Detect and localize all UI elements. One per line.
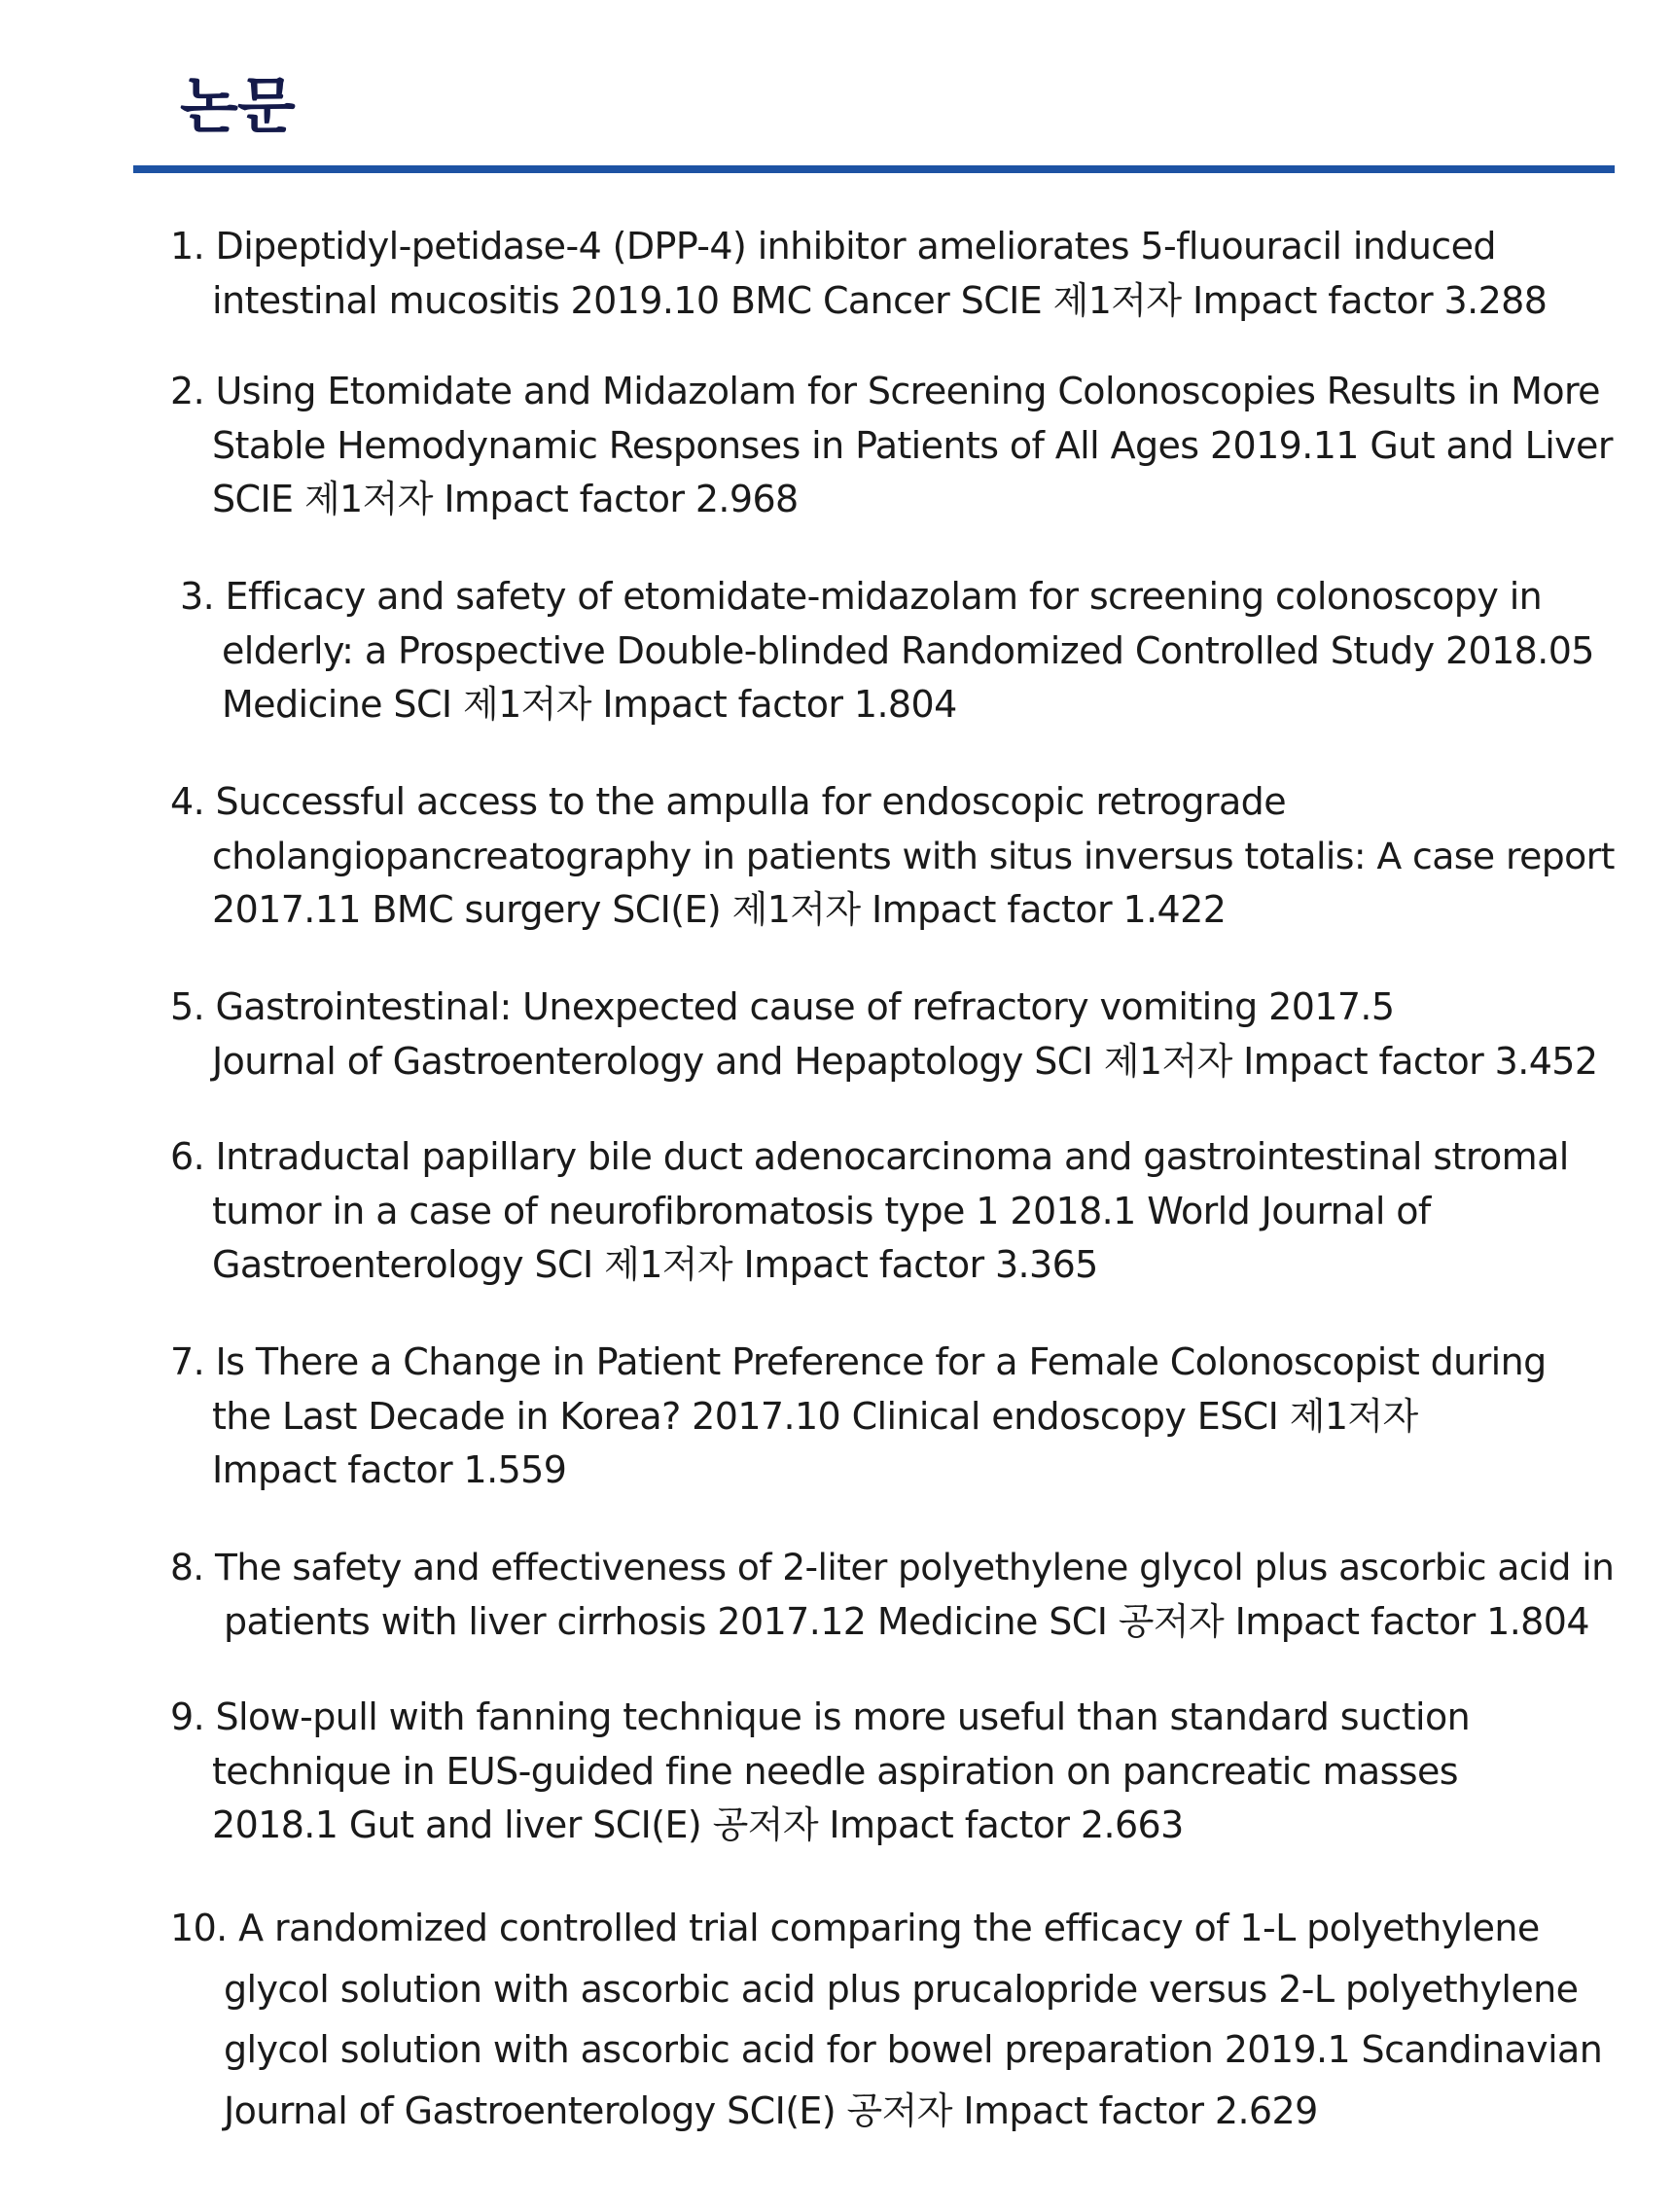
paper-title-line: 2. Using Etomidate and Midazolam for Screening Colonoscopies Results in More <box>170 370 1600 412</box>
paper-item <box>0 1130 1569 1293</box>
paper-title-line: 10. A randomized controlled trial comparing the efficacy of 1-L polyethylene <box>170 1907 1540 1949</box>
paper-citation-line: tumor in a case of neurofibromatosis type 1 2018.1 World Journal of <box>212 1189 1431 1232</box>
paper-citation-line: elderly: a Prospective Double-blinded Randomized Controlled Study 2018.05 <box>222 628 1594 672</box>
paper-citation-line: Impact factor 1.559 <box>212 1448 567 1491</box>
paper-citation-line: glycol solution with ascorbic acid for bowel preparation 2019.1 Scandinavian <box>224 2028 1603 2071</box>
paper-title-line: 4. Successful access to the ampulla for endoscopic retrograde <box>170 780 1286 823</box>
paper-citation-line: technique in EUS-guided fine needle aspiration on pancreatic masses <box>212 1749 1458 1793</box>
paper-citation-line: Gastroenterology SCI 제1저자 Impact factor 3.365 <box>212 1243 1098 1286</box>
paper-citation-line: the Last Decade in Korea? 2017.10 Clinical endoscopy ESCI 제1저자 <box>212 1394 1418 1438</box>
paper-title-line: 1. Dipeptidyl-petidase-4 (DPP-4) inhibitor ameliorates 5-fluouracil induced <box>170 225 1496 268</box>
paper-citation-line: Stable Hemodynamic Responses in Patients of All Ages 2019.11 Gut and Liver <box>212 423 1613 467</box>
paper-item <box>0 1691 1470 1853</box>
page-title: 논문 <box>180 70 295 141</box>
paper-title-line: 7. Is There a Change in Patient Preference for a Female Colonoscopist during <box>170 1340 1547 1383</box>
paper-citation-line: patients with liver cirrhosis 2017.12 Medicine SCI 공저자 Impact factor 1.804 <box>224 1599 1589 1643</box>
paper-item <box>0 570 1594 732</box>
paper-citation-line: intestinal mucositis 2019.10 BMC Cancer SCIE 제1저자 Impact factor 3.288 <box>212 278 1548 322</box>
paper-citation-line: cholangiopancreatography in patients with situs inversus totalis: A case report <box>212 834 1615 877</box>
paper-title-line: 5. Gastrointestinal: Unexpected cause of refractory vomiting 2017.5 <box>170 985 1395 1028</box>
paper-item <box>0 981 1597 1088</box>
paper-title-line: 6. Intraductal papillary bile duct adenocarcinoma and gastrointestinal stromal <box>170 1135 1569 1178</box>
paper-citation-line: 2017.11 BMC surgery SCI(E) 제1저자 Impact factor 1.422 <box>212 888 1227 931</box>
paper-item <box>0 1336 1547 1498</box>
paper-item <box>0 1898 1602 2141</box>
paper-citation-line: SCIE 제1저자 Impact factor 2.968 <box>212 478 799 520</box>
paper-citation-line: 2018.1 Gut and liver SCI(E) 공저자 Impact factor 2.663 <box>212 1803 1184 1846</box>
paper-title-line: 9. Slow-pull with fanning technique is more useful than standard suction <box>170 1695 1471 1738</box>
paper-title-line: 8. The safety and effectiveness of 2-liter polyethylene glycol plus ascorbic acid in <box>170 1546 1615 1588</box>
paper-citation-line: Medicine SCI 제1저자 Impact factor 1.804 <box>222 683 957 726</box>
paper-title-line: 3. Efficacy and safety of etomidate-midazolam for screening colonoscopy in <box>180 575 1543 618</box>
paper-item <box>0 365 1613 527</box>
paper-citation-line: Journal of Gastroenterology and Hepaptology SCI 제1저자 Impact factor 3.452 <box>212 1039 1598 1083</box>
paper-citation-line: glycol solution with ascorbic acid plus prucalopride versus 2-L polyethylene <box>224 1967 1579 2011</box>
paper-item <box>0 220 1547 328</box>
paper-item <box>0 1541 1614 1649</box>
paper-item <box>0 775 1615 938</box>
paper-citation-line: Journal of Gastroenterology SCI(E) 공저자 Impact factor 2.629 <box>224 2088 1318 2132</box>
